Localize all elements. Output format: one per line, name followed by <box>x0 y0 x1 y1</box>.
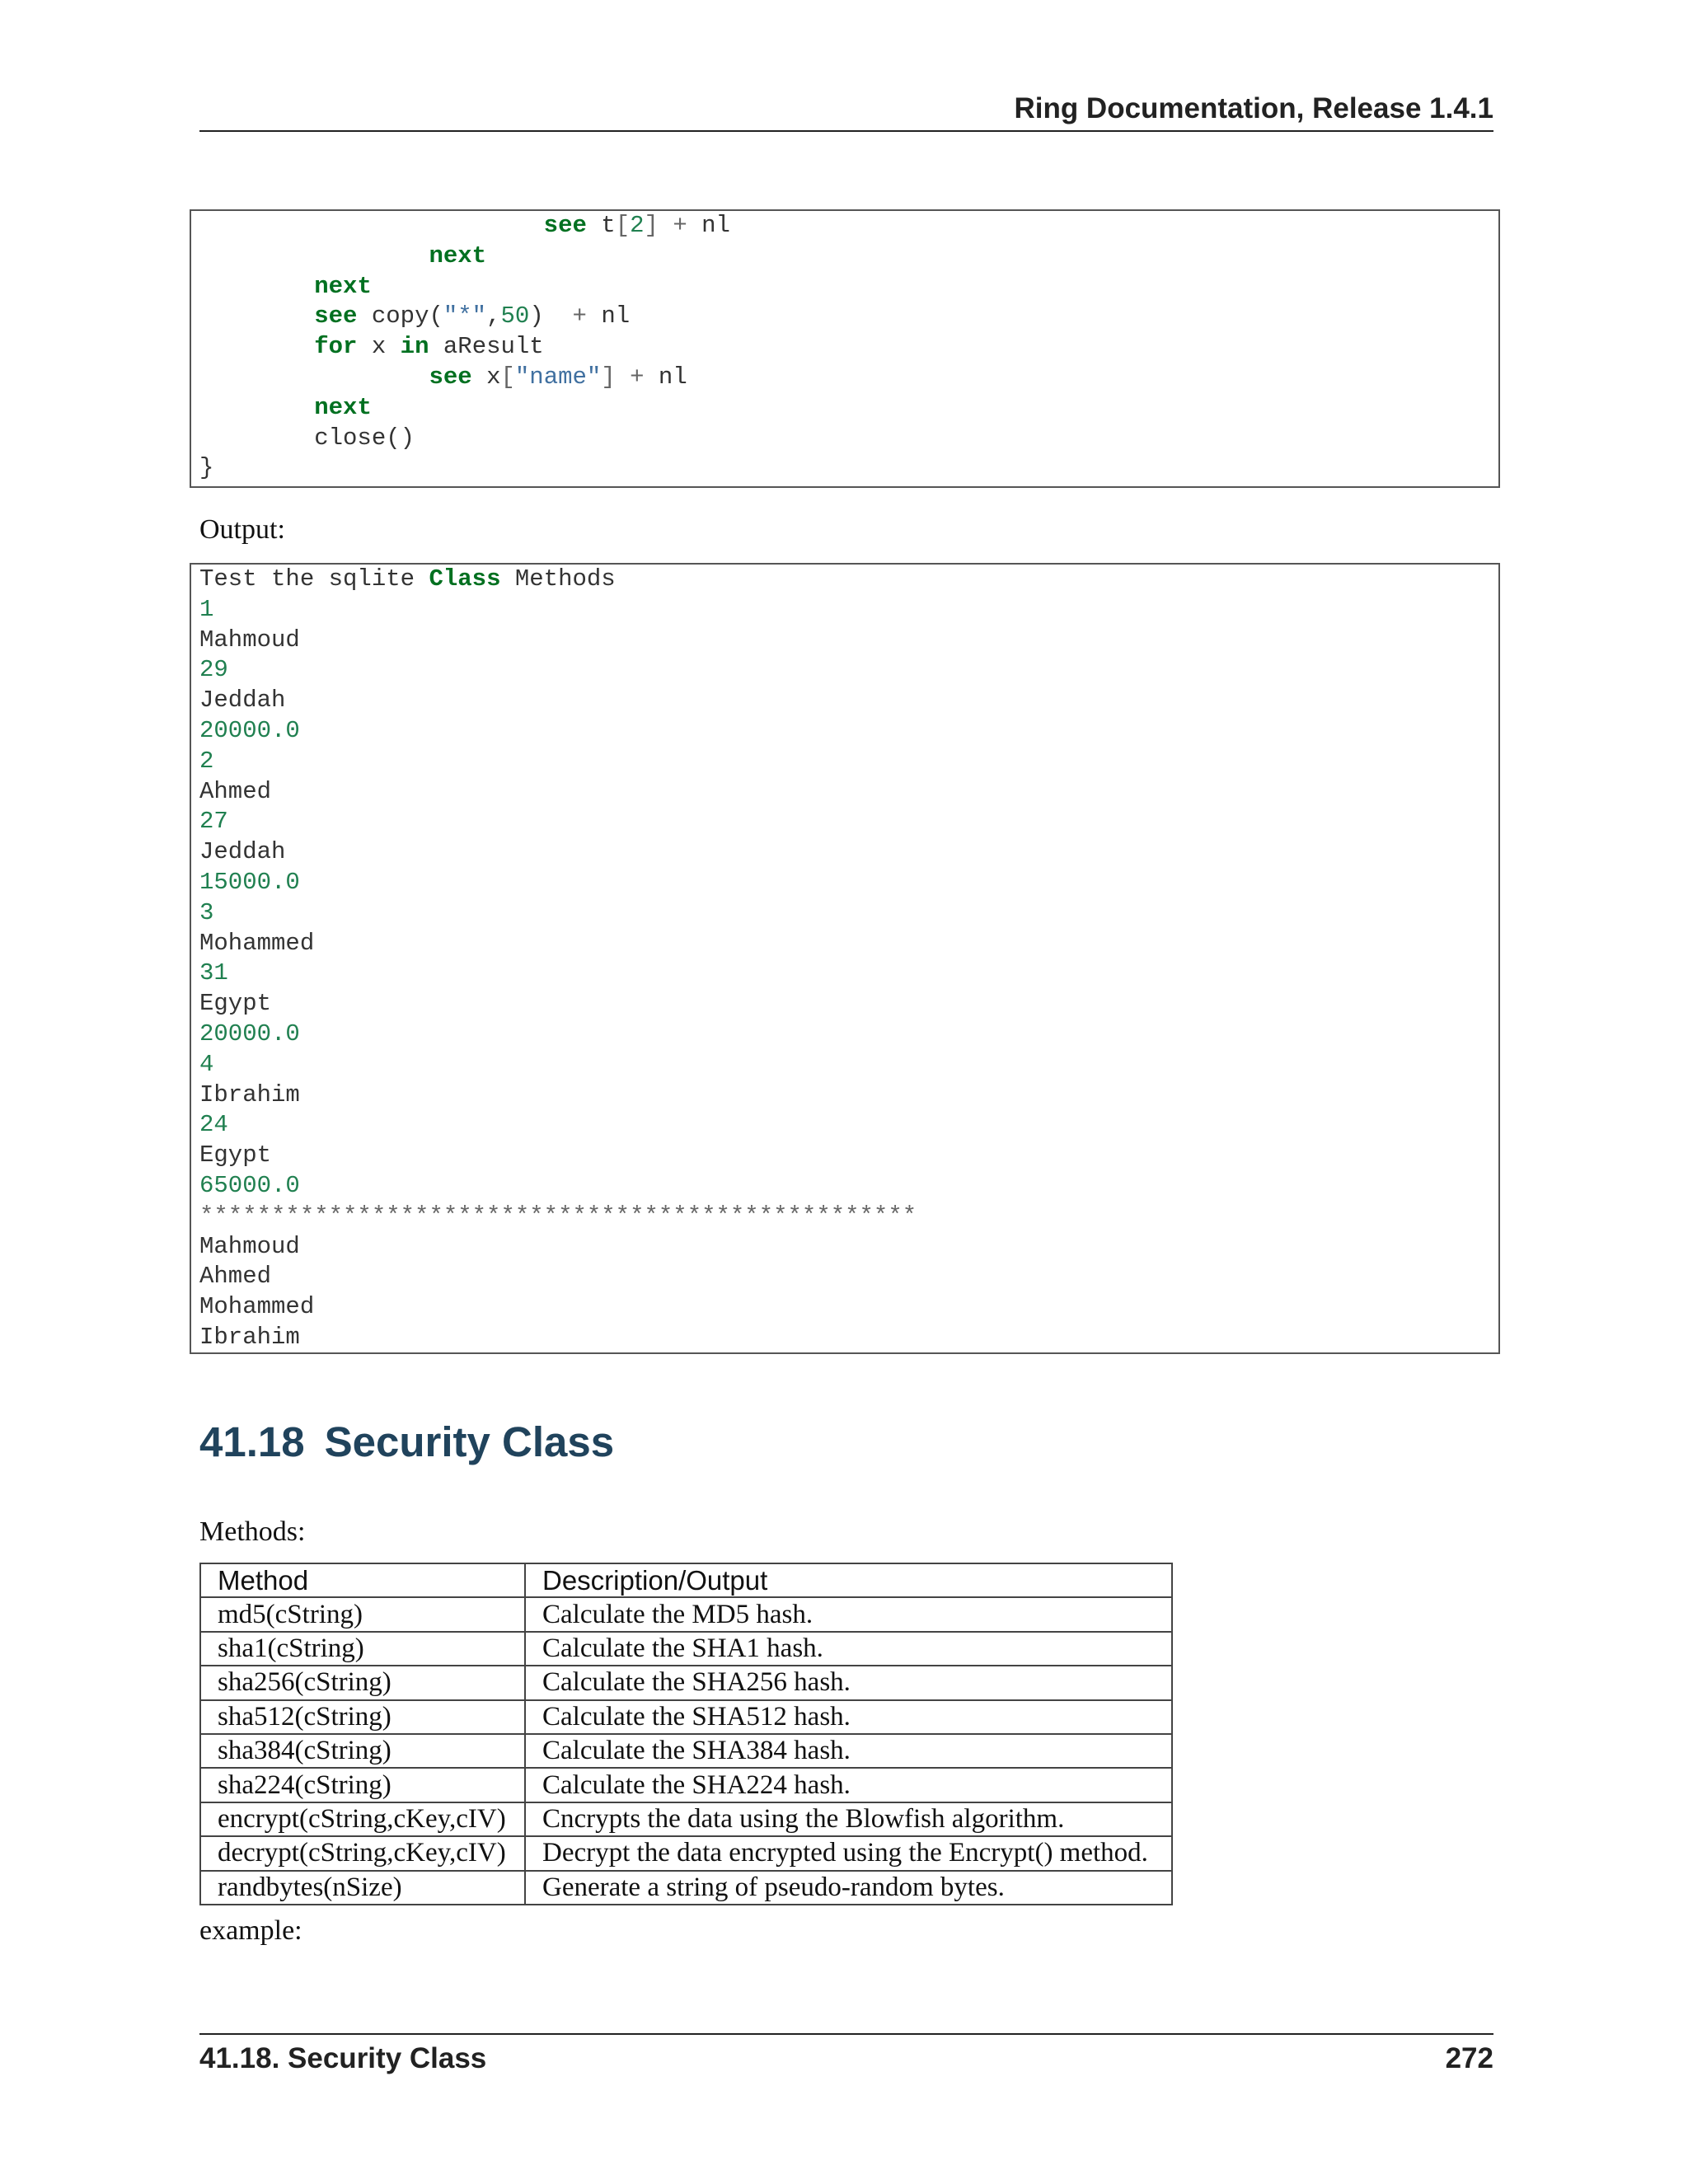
output-line <box>199 686 285 716</box>
code-token <box>659 212 673 239</box>
code-token: next <box>314 272 372 300</box>
output-line <box>199 898 213 929</box>
code-token: [ <box>500 363 515 391</box>
code-token: next <box>429 241 487 269</box>
output-token: Egypt <box>199 990 272 1018</box>
output-token: Ibrahim <box>199 1324 300 1351</box>
output-token: Mahmoud <box>199 626 300 654</box>
output-token: 15000.0 <box>199 869 300 896</box>
code-line <box>199 272 372 302</box>
code-token: + <box>572 302 587 330</box>
code-token: + <box>630 363 645 391</box>
method-cell: sha384(cString) <box>200 1734 525 1768</box>
output-line <box>199 1262 271 1292</box>
table-row <box>200 1632 1172 1666</box>
table-header-row <box>200 1563 1172 1597</box>
output-token: Mohammed <box>199 929 315 957</box>
code-token: 50 <box>500 302 530 330</box>
running-header: Ring Documentation, Release 1.4.1 <box>1014 92 1493 124</box>
example-label: example: <box>199 1915 302 1946</box>
code-token: ] <box>601 363 616 391</box>
code-token: nl <box>644 363 687 391</box>
section-number: 41.18 <box>199 1418 305 1465</box>
table-row <box>200 1871 1172 1905</box>
code-token: next <box>314 393 372 421</box>
code-token <box>199 273 314 300</box>
output-token: Jeddah <box>199 838 286 866</box>
output-token: Egypt <box>199 1141 272 1169</box>
code-token: nl <box>586 302 631 330</box>
table-row <box>200 1700 1172 1734</box>
output-token: Ahmed <box>199 1263 272 1291</box>
method-cell: sha256(cString) <box>200 1666 525 1699</box>
footer-section: 41.18. Security Class <box>199 2042 487 2074</box>
output-line <box>199 1110 228 1141</box>
code-token: "*" <box>443 302 487 330</box>
description-cell: Calculate the SHA256 hash. <box>525 1666 1172 1699</box>
table-row <box>200 1802 1172 1836</box>
code-token: in <box>400 333 429 361</box>
code-token: see <box>543 212 587 239</box>
output-token: 29 <box>199 656 228 684</box>
method-cell: md5(cString) <box>200 1597 525 1631</box>
output-token: 3 <box>199 898 214 926</box>
code-line <box>199 332 544 363</box>
output-block <box>190 563 1500 1354</box>
output-token: Ahmed <box>199 777 272 805</box>
description-cell: Generate a string of pseudo-random bytes. <box>525 1871 1172 1905</box>
output-line <box>199 868 300 898</box>
output-token: 24 <box>199 1111 228 1139</box>
code-token <box>199 302 314 330</box>
code-line <box>199 211 730 241</box>
table-row <box>200 1734 1172 1768</box>
code-token: close() <box>199 424 415 452</box>
code-token: copy( <box>357 302 443 330</box>
code-token: [ <box>615 212 631 239</box>
code-token <box>199 212 544 239</box>
output-line <box>199 1141 271 1171</box>
code-token: + <box>673 212 687 239</box>
output-line <box>199 1232 300 1263</box>
code-token: see <box>429 363 472 391</box>
method-cell: encrypt(cString,cKey,cIV) <box>200 1802 525 1836</box>
output-token: Test the sqlite <box>199 565 429 593</box>
output-line <box>199 1202 917 1232</box>
output-token: ************************************************** <box>199 1202 917 1230</box>
code-line <box>199 241 486 272</box>
output-line <box>199 958 228 989</box>
output-token: Class <box>429 565 501 593</box>
code-token: t <box>586 212 616 239</box>
methods-label: Methods: <box>199 1516 306 1547</box>
output-token: Mahmoud <box>199 1232 300 1260</box>
code-token: nl <box>687 212 730 239</box>
code-token: 2 <box>630 212 645 239</box>
output-line <box>199 837 285 868</box>
code-line <box>199 363 687 393</box>
output-line <box>199 565 616 595</box>
method-cell: sha224(cString) <box>200 1768 525 1802</box>
output-token: Jeddah <box>199 687 286 715</box>
table-row <box>200 1666 1172 1699</box>
output-line <box>199 1050 213 1080</box>
output-line <box>199 807 228 837</box>
output-token: Methods <box>500 565 616 593</box>
output-label: Output: <box>199 514 285 545</box>
footer-rule <box>199 2033 1493 2035</box>
output-line <box>199 716 300 747</box>
output-line <box>199 1292 314 1323</box>
column-header-method: Method <box>200 1563 525 1597</box>
code-token: ] <box>644 212 659 239</box>
output-line <box>199 1323 300 1353</box>
output-line <box>199 1019 300 1050</box>
methods-table <box>199 1563 1173 1905</box>
section-heading <box>199 1418 614 1466</box>
code-token: aResult <box>429 333 544 361</box>
method-cell: sha1(cString) <box>200 1632 525 1666</box>
column-header-description: Description/Output <box>525 1563 1172 1597</box>
code-line <box>199 393 372 424</box>
output-token: 20000.0 <box>199 717 300 744</box>
output-line <box>199 626 300 656</box>
method-cell: sha512(cString) <box>200 1700 525 1734</box>
code-token: , <box>486 302 501 330</box>
output-token: Mohammed <box>199 1293 315 1321</box>
code-token <box>616 363 630 391</box>
output-line <box>199 1080 300 1111</box>
output-token: 31 <box>199 959 228 987</box>
output-token: 4 <box>199 1050 214 1078</box>
output-line <box>199 747 213 777</box>
output-line <box>199 655 228 686</box>
output-line <box>199 989 271 1019</box>
method-cell: decrypt(cString,cKey,cIV) <box>200 1836 525 1870</box>
code-line <box>199 302 630 332</box>
output-token: 20000.0 <box>199 1020 300 1047</box>
description-cell: Decrypt the data encrypted using the Encrypt() method. <box>525 1836 1172 1870</box>
description-cell: Calculate the MD5 hash. <box>525 1597 1172 1631</box>
table-row <box>200 1836 1172 1870</box>
code-token: see <box>314 302 358 330</box>
output-token: 1 <box>199 595 214 623</box>
output-token: 27 <box>199 808 228 836</box>
description-cell: Calculate the SHA224 hash. <box>525 1768 1172 1802</box>
description-cell: Calculate the SHA384 hash. <box>525 1734 1172 1768</box>
code-token <box>199 394 314 421</box>
method-cell: randbytes(nSize) <box>200 1871 525 1905</box>
code-block <box>190 209 1500 488</box>
code-token: } <box>199 454 214 482</box>
description-cell: Cncrypts the data using the Blowfish algorithm. <box>525 1802 1172 1836</box>
header-rule <box>199 130 1493 132</box>
output-line <box>199 1171 300 1202</box>
description-cell: Calculate the SHA1 hash. <box>525 1632 1172 1666</box>
section-title-text: Security Class <box>324 1418 615 1465</box>
output-line <box>199 929 314 959</box>
description-cell: Calculate the SHA512 hash. <box>525 1700 1172 1734</box>
code-token <box>199 363 429 391</box>
code-token <box>199 333 314 360</box>
code-line <box>199 424 415 454</box>
output-line <box>199 777 271 808</box>
page-number: 272 <box>1445 2042 1493 2074</box>
output-token: 2 <box>199 747 214 775</box>
table-row <box>200 1597 1172 1631</box>
output-token: Ibrahim <box>199 1080 300 1108</box>
output-line <box>199 595 213 626</box>
code-token: x <box>357 333 401 361</box>
code-token: for <box>314 333 358 361</box>
code-token: ) <box>529 302 573 330</box>
code-token <box>199 242 429 269</box>
code-line <box>199 453 213 484</box>
code-token: "name" <box>514 363 602 391</box>
output-token: 65000.0 <box>199 1172 300 1199</box>
table-row <box>200 1768 1172 1802</box>
code-token: x <box>471 363 501 391</box>
